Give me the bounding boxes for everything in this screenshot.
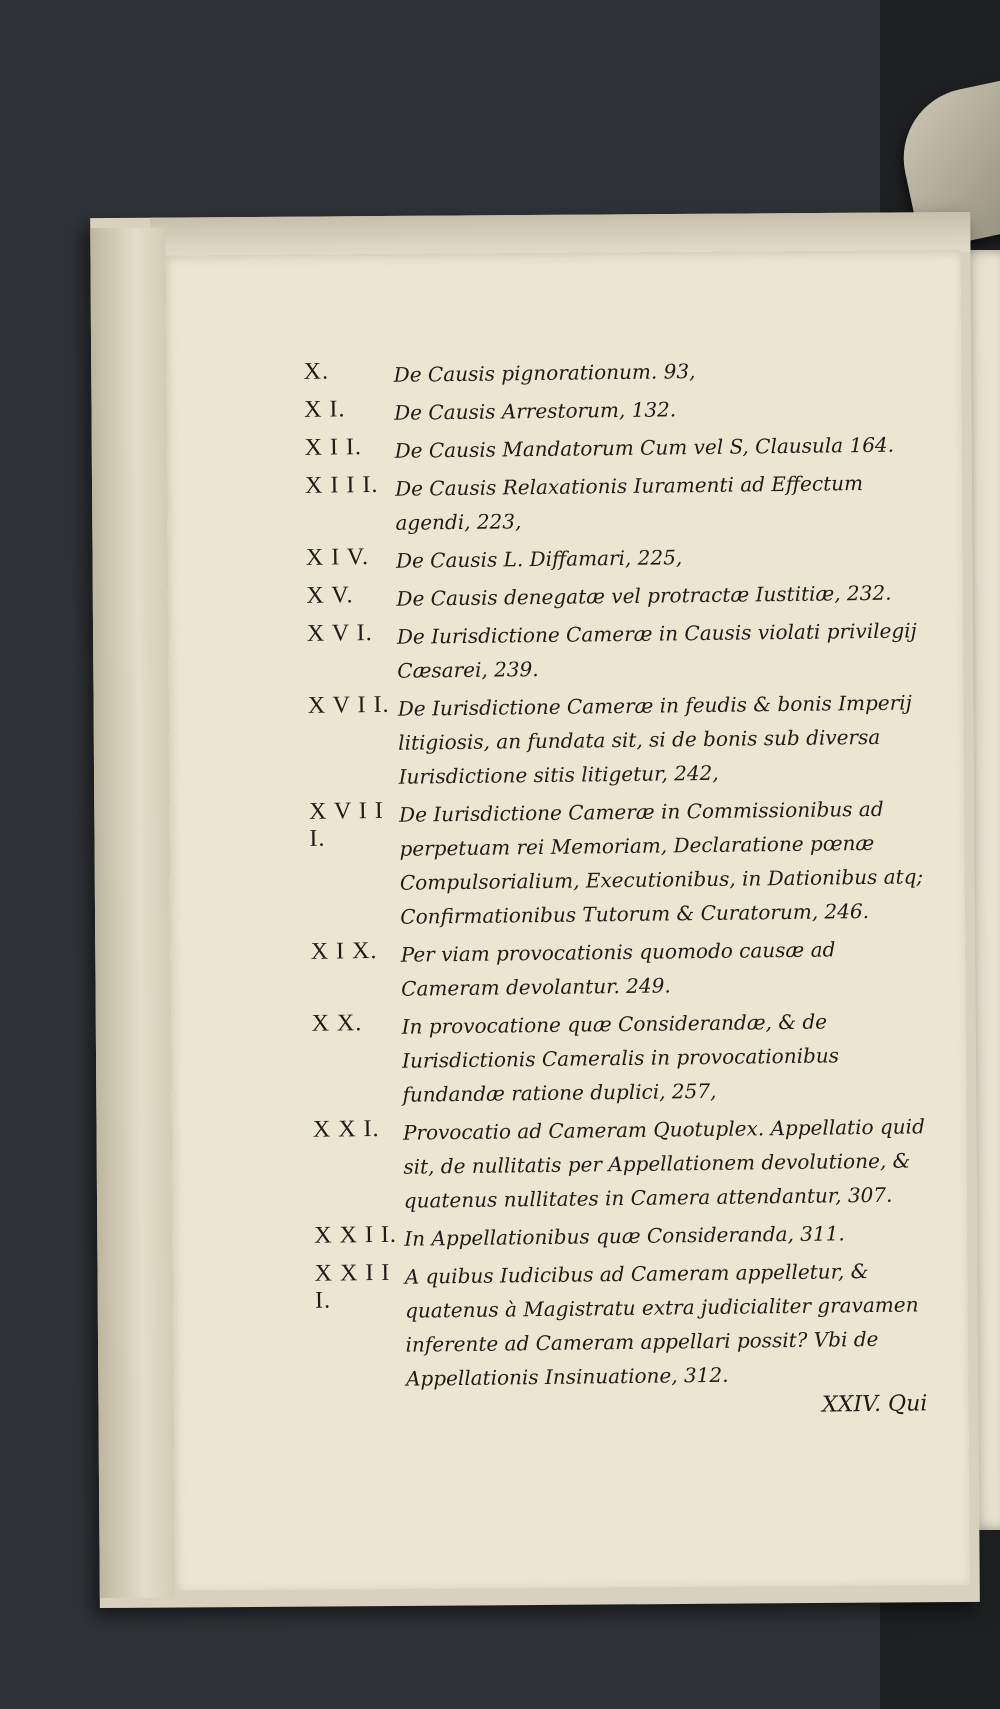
book-spine-edge [90,228,175,1598]
table-of-contents [304,351,942,1424]
chapter-title: In provocatione quæ Considerandæ, & de Iurisdictionis Cameralis in provocationibus fundandæ ratione duplici, 257, [401,1009,840,1107]
chapter-title: De Causis Mandatorum Cum vel S, Clausula 164. [394,432,895,463]
chapter-title: De Iurisdictione Cameræ in feudis & bonis Imperij litigiosis, an fundata sit, si de bonis sub diversa Iurisdictione sitis litigetur, 242, [397,690,912,789]
chapter-title: De Causis L. Diffamari, 225, [395,545,683,573]
toc-entry [309,791,936,935]
toc-entry [315,1253,942,1397]
chapter-number: X V. [306,582,354,609]
chapter-number: X I I I. [304,471,379,499]
chapter-number: X. [303,358,330,385]
chapter-title: Per viam provocationis quomodo causæ ad Cameram devolantur. 249. [400,937,836,1001]
toc-entry [311,931,937,1007]
chapter-title: De Causis pignorationum. 93, [393,359,696,387]
chapter-title: In Appellationibus quæ Consideranda, 311. [404,1221,845,1251]
chapter-title: De Causis denegatæ vel protractæ Iustitiæ, 232. [396,580,892,611]
chapter-title: A quibus Iudicibus ad Cameram appelletur, & quatenus à Magistratu extra judicialiter gravamen inferente ad Cameram appellari possit? Vbi de Appellationis Insinuatione, 312. [404,1259,919,1391]
toc-entry [314,1215,939,1257]
chapter-number: X V I I. [307,691,390,719]
toc-entry [304,389,929,431]
chapter-title: De Causis Arrestorum, 132. [394,397,677,425]
chapter-number: X I. [303,396,346,423]
toc-entry [305,465,931,541]
toc-entry [313,1109,939,1219]
toc-entry [306,537,931,579]
catchword: XXIV. Qui [821,1391,928,1418]
chapter-number: X V I. [306,620,373,647]
toc-entry [307,613,933,689]
chapter-number: X X I I. [314,1221,398,1249]
chapter-title: De Causis Relaxationis Iuramenti ad Effectum agendi, 223, [394,471,864,535]
toc-entry [304,351,929,393]
chapter-number: X V I I I. [308,797,384,852]
toc-entry [311,1003,937,1113]
chapter-title: Provocatio ad Cameram Quotuplex. Appellatio quid sit, de nullitatis per Appellationem devolutione, & quatenus nullitates in Camera attendantur, 307. [402,1114,925,1213]
chapter-title: De Iurisdictione Cameræ in Causis violati privilegij Cæsarei, 239. [396,618,917,683]
chapter-title: De Iurisdictione Cameræ in Commissionibus ad perpetuam rei Memoriam, Declaratione pœnæ Compulsorialium, Executionibus, in Dationibus atq; Confirmationibus Tutorum & Curatorum, 246. [398,796,924,929]
toc-entry [306,575,931,617]
toc-entry [308,685,934,795]
chapter-number: X X I. [312,1115,380,1143]
chapter-number: X X I I I. [314,1259,391,1314]
chapter-number: X X. [311,1010,363,1037]
chapter-number: X I X. [310,937,378,965]
chapter-number: X I V. [305,544,370,571]
chapter-number: X I I. [304,434,363,461]
toc-entry [304,427,929,469]
